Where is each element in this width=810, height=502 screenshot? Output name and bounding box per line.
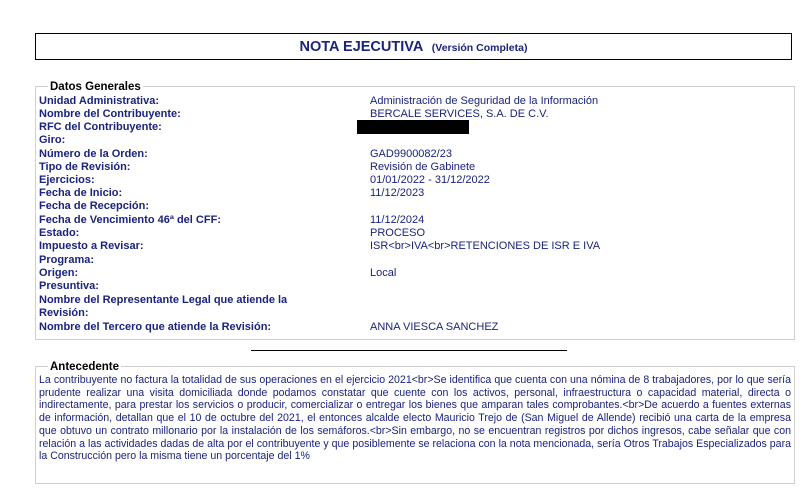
title-box [35, 33, 792, 60]
redacted-rfc [357, 120, 469, 134]
antecedente-heading: Antecedente [50, 361, 120, 373]
document-title: NOTA EJECUTIVA [299, 39, 424, 55]
divider-line [251, 350, 567, 351]
field-label: Nombre del Representante Legal que atiende la Revisión: [39, 294, 288, 319]
field-label: Ejercicios: [39, 174, 95, 186]
antecedente-section [35, 361, 795, 484]
field-value: Local [370, 267, 397, 279]
document-subtitle: (Versión Completa) [431, 42, 528, 54]
field-value: BERCALE SERVICES, S.A. DE C.V. [370, 108, 549, 120]
field-value: Administración de Seguridad de la Información [370, 95, 599, 107]
field-value: ANNA VIESCA SANCHEZ [370, 321, 499, 333]
field-label: Tipo de Revisión: [39, 161, 131, 173]
field-label: Presuntiva: [39, 280, 99, 292]
field-label: RFC del Contribuyente: [39, 121, 162, 133]
field-value: 11/12/2023 [370, 187, 425, 199]
antecedente-text: La contribuyente no factura la totalidad de sus operaciones en el ejercicio 2021<br>Se identifica que cuenta con una nómina de 8 trabajadores, por lo que sería prudente realizar una visita domiciliada donde podamos constatar que cuente con los activos, personal, infraestructura o capacidad material, directa o indirectamente, para prestar los servicios o producir, comercializar o entregar los bienes que amparan tales comprobantes.<br>De acuerdo a fuentes externas de información, detallan que el 10 de octubre del 2021, el entonces alcalde electo Mauricio Trejo de (San Miguel de Allende) recibió una carta de la empresa que obtuvo un contrato millonario por la instalación de los semáforos.<br>Sin embargo, no se encuentran registros por dichos ingresos, cabe señalar que con relación a las actividades dadas de alta por el contribuyente y que posiblemente se relaciona con la nota mencionada, sería Otros Trabajos Especializados para la Construcción pero la misma tiene un porcentaje del 1% [39, 374, 791, 463]
field-label: Número de la Orden: [39, 148, 148, 160]
field-label: Fecha de Vencimiento 46ª del CFF: [39, 214, 221, 226]
field-label: Impuesto a Revisar: [39, 240, 144, 252]
field-label: Origen: [39, 267, 79, 279]
field-label: Estado: [39, 227, 80, 239]
field-label: Fecha de Inicio: [39, 187, 123, 199]
field-label: Nombre del Tercero que atiende la Revisión: [39, 321, 272, 333]
general-data-heading: Datos Generales [50, 81, 141, 93]
field-label: Giro: [39, 134, 66, 146]
field-value: GAD9900082/23 [370, 148, 452, 160]
field-label: Fecha de Recepción: [39, 200, 150, 212]
field-value: Revisión de Gabinete [370, 161, 476, 173]
field-value: 01/01/2022 - 31/12/2022 [370, 174, 490, 186]
field-value: PROCESO [370, 227, 426, 239]
field-value: ISR<br>IVA<br>RETENCIONES DE ISR E IVA [370, 240, 601, 252]
field-label: Unidad Administrativa: [39, 95, 159, 107]
field-label: Nombre del Contribuyente: [39, 108, 181, 120]
field-value: 11/12/2024 [370, 214, 425, 226]
field-label: Programa: [39, 254, 95, 266]
